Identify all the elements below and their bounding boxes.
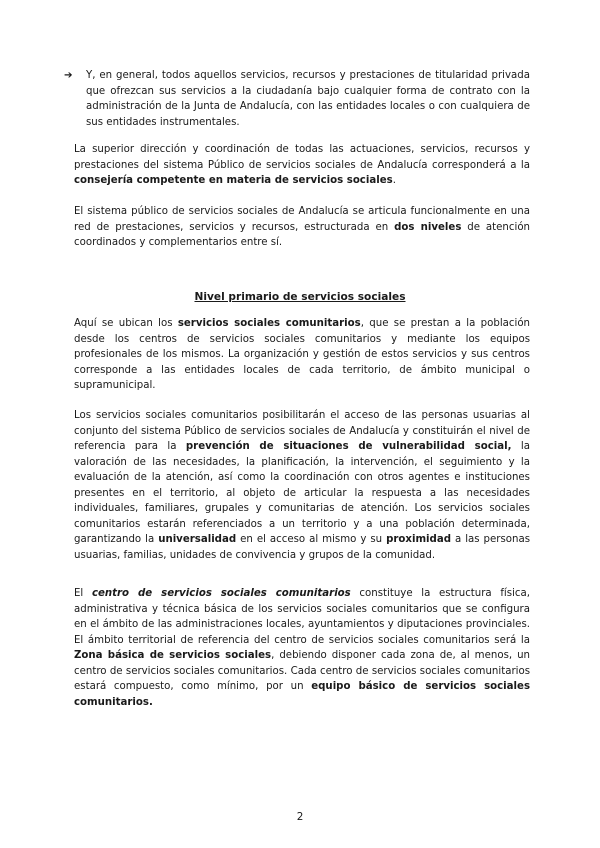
paragraph-community-center: El centro de servicios sociales comunitarios constituye la estructura física, administrativa y técnica básica de los servicios sociales comunitarios que se configura en el ámbito de las administraciones locales, ayuntamientos y diputaciones provinciales. El ámbito territorial de referencia del centro de servicios sociales comunitarios será la Zona básica de servicios sociales, debiendo disponer cada zona de, al menos, un centro de servicios sociales comunitarios. Cada centro de servicios sociales comunitarios estará compuesto, como mínimo, por un equipo básico de servicios sociales comunitarios. (74, 588, 531, 708)
paragraph-system: El sistema público de servicios sociales de Andalucía se articula funcionalmente en una red de prestaciones, servicios y recursos, estructurada en dos niveles de atención coordinados y complementarios entre sí. (74, 206, 531, 248)
paragraph-direction: La superior dirección y coordinación de todas las actuaciones, servicios, recursos y prestaciones del sistema Público de servicios sociales de Andalucía corresponderá a la consejería competente en materia de servicios sociales. (74, 144, 530, 186)
section-heading: Nivel primario de servicios sociales (194, 291, 406, 303)
arrow-icon: ➔ (64, 70, 73, 81)
page-number: 2 (296, 811, 304, 823)
bullet-item (64, 68, 530, 130)
bullet-text: Y, en general, todos aquellos servicios, recursos y prestaciones de titularidad privada que ofrezcan sus servicios a la ciudadanía bajo cualquier forma de contrato con la administración de la Junta de Andalucía, con las entidades locales o con cualquiera de sus entidades instrumentales. (86, 70, 530, 128)
paragraph-primary-level: Aquí se ubican los servicios sociales comunitarios, que se prestan a la población desde los centros de servicios sociales comunitarios y mediante los equipos profesionales de los mismos. La organización y gestión de estos servicios y sus centros corresponde a las entidades locales de cada territorio, de ámbito municipal o supramunicipal. (74, 318, 531, 391)
paragraph-community-services: Los servicios sociales comunitarios posibilitarán el acceso de las personas usuarias al conjunto del sistema Público de servicios sociales de Andalucía y constituirán el nivel de referencia para la prevención de situaciones de vulnerabilidad social, la valoración de las necesidades, la planificación, la intervención, el seguimiento y la evaluación de la atención, así como la coordinación con otros agentes e instituciones presentes en el territorio, al objeto de articular la respuesta a las necesidades individuales, familiares, grupales y comunitarias de atención. Los servicios sociales comunitarios estarán referenciados a un territorio y a una población determinada, garantizando la universalidad en el acceso al mismo y su proximidad a las personas usuarias, familias, unidades de convivencia y grupos de la comunidad. (74, 410, 531, 561)
